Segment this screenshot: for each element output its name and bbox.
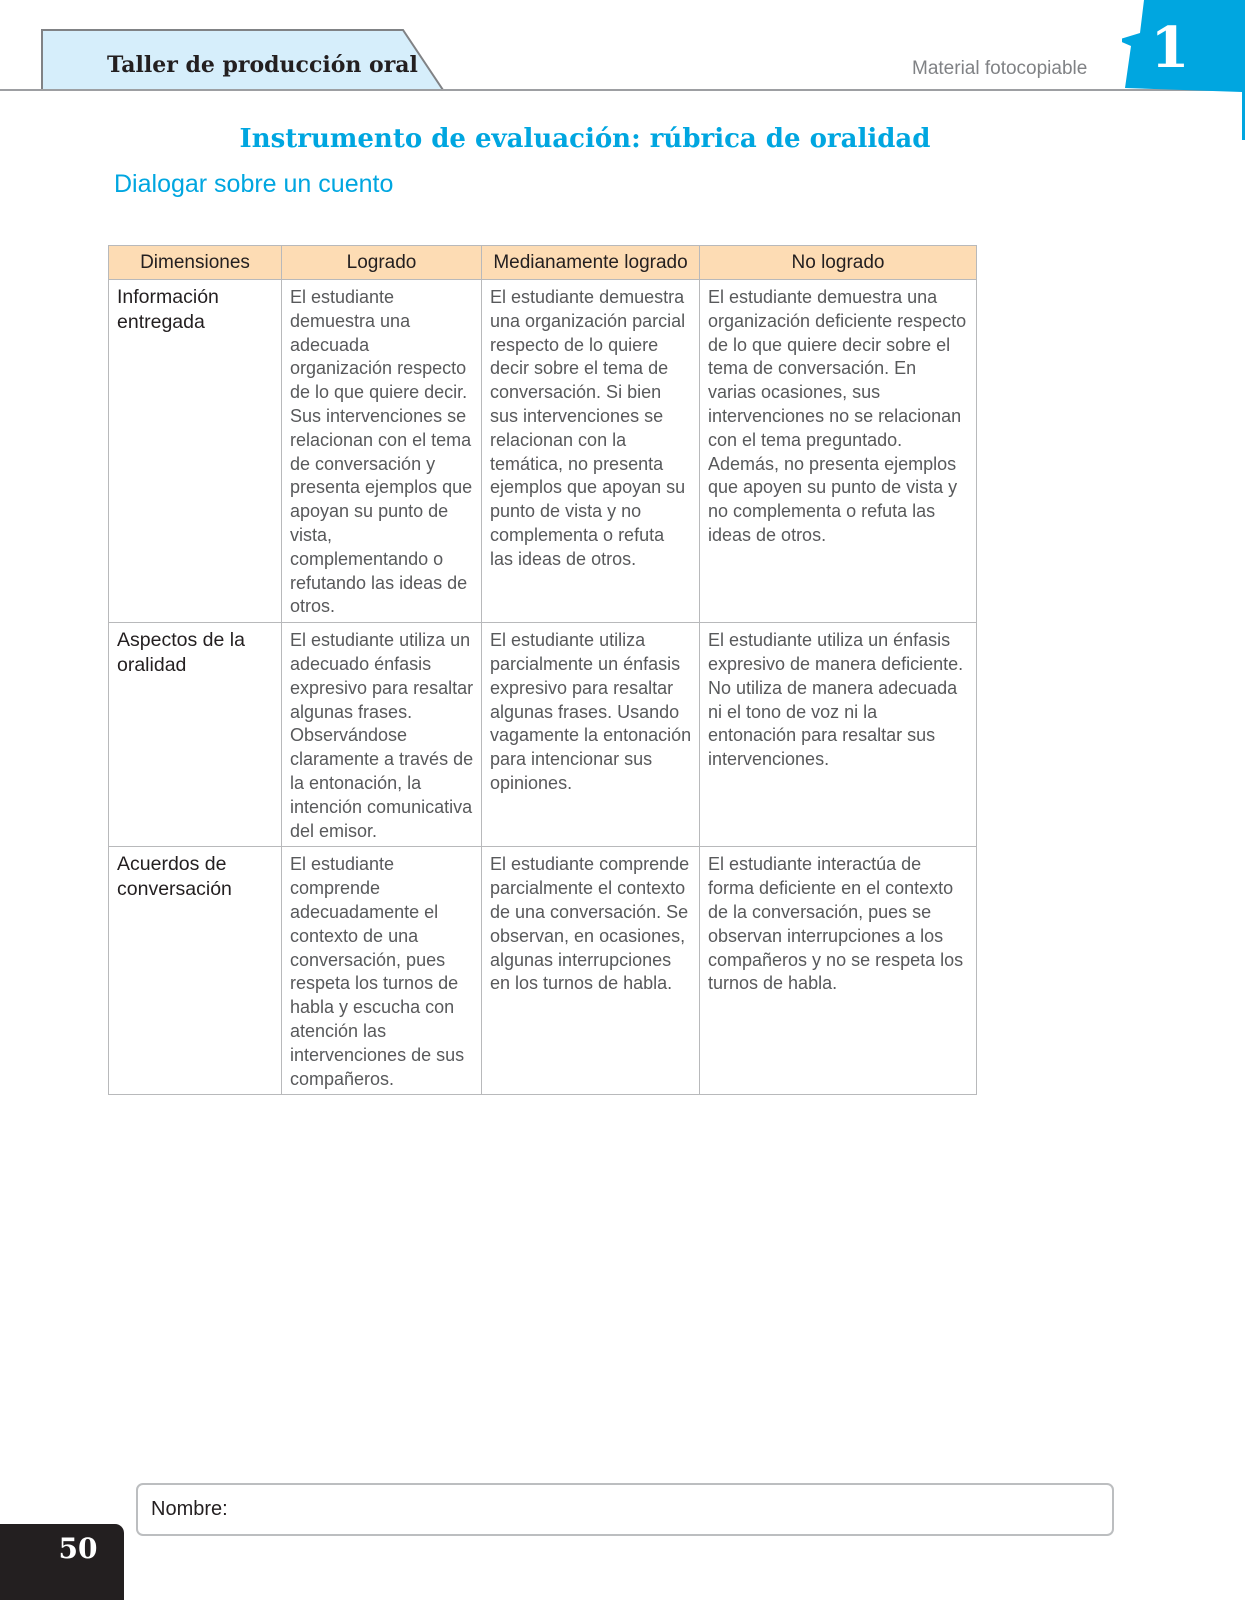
unit-number: 1 [1150,15,1190,81]
logrado-cell: El estudiante demuestra una adecuada organización respecto de lo que quiere decir. Sus intervenciones se relacionan con el tema de conversación y presenta ejemplos que apoyan su punto de vista, complementando o refutando las ideas de otros. [282,280,482,623]
no-logrado-cell: El estudiante demuestra una organización deficiente respecto de lo que quiere decir sobre el tema de conversación. En varias ocasiones, sus intervenciones no se relacionan con el tema preguntado. Además, no presenta ejemplos que apoyen su punto de vista y no complementa o refuta las ideas de otros. [700,280,977,623]
table-row [109,280,977,623]
header-logrado: Logrado [282,246,482,280]
rubric-table [108,245,977,1095]
logrado-cell: El estudiante comprende adecuadamente el contexto de una conversación, pues respeta los turnos de habla y escucha con atención las intervenciones de sus compañeros. [282,847,482,1095]
page-title: Instrumento de evaluación: rúbrica de oralidad [239,124,931,154]
page-number: 50 [58,1532,98,1565]
medianamente-cell: El estudiante demuestra una organización parcial respecto de lo quiere decir sobre el tema de conversación. Si bien sus intervenciones se relacionan con la temática, no presenta ejemplos que apoyan su punto de vista y no complementa o refuta las ideas de otros. [482,280,700,623]
header-rule [0,89,1245,91]
logrado-cell: El estudiante utiliza un adecuado énfasis expresivo para resaltar algunas frases. Observándose claramente a través de la entonación, la intención comunicativa del emisor. [282,623,482,847]
table-header-row [109,246,977,280]
dimension-cell: Acuerdos de conversación [109,847,282,1095]
page-subtitle: Dialogar sobre un cuento [114,170,394,198]
no-logrado-cell: El estudiante utiliza un énfasis expresivo de manera deficiente. No utiliza de manera adecuada ni el tono de voz ni la entonación para resaltar sus intervenciones. [700,623,977,847]
medianamente-cell: El estudiante utiliza parcialmente un énfasis expresivo para resaltar algunas frases. Usando vagamente la entonación para intencionar sus opiniones. [482,623,700,847]
photocopy-label: Material fotocopiable [912,58,1088,79]
header-no-logrado: No logrado [700,246,977,280]
name-field[interactable] [136,1483,1114,1536]
header-medianamente-logrado: Medianamente logrado [482,246,700,280]
dimension-cell: Aspectos de la oralidad [109,623,282,847]
header-dimensiones: Dimensiones [109,246,282,280]
no-logrado-cell: El estudiante interactúa de forma deficiente en el contexto de la conversación, pues se observan interrupciones a los compañeros y no se respeta los turnos de habla. [700,847,977,1095]
table-row [109,623,977,847]
name-label: Nombre: [151,1498,228,1520]
table-row [109,847,977,1095]
section-title: Taller de producción oral [107,52,418,78]
medianamente-cell: El estudiante comprende parcialmente el contexto de una conversación. Se observan, en ocasiones, algunas interrupciones en los turnos de habla. [482,847,700,1095]
dimension-cell: Información entregada [109,280,282,623]
